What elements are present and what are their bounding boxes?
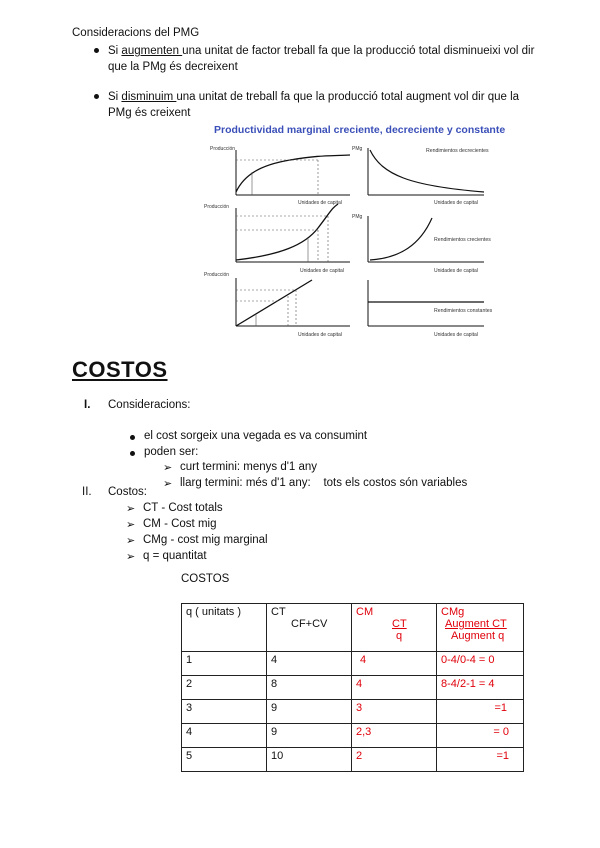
ylabel: Producción — [204, 204, 230, 210]
term-short: curt termini: menys d'1 any — [180, 461, 318, 473]
chart-pmg-increasing — [352, 214, 491, 274]
ylabel: Producción — [204, 272, 230, 278]
cell-cmg: =1 — [437, 748, 524, 772]
cell-cmg: 0-4/0-4 = 0 — [437, 652, 524, 676]
bullet-1-rest: una unitat de factor treball fa que la producció total disminueixi vol dir — [182, 45, 535, 57]
cell-cmg: = 0 — [437, 724, 524, 748]
caption-increasing: Rendimientos crecientes — [434, 237, 491, 243]
consideracions-bullet: el cost sorgeix una vegada es va consumint — [144, 430, 368, 442]
cell-cm: 2 — [352, 748, 437, 772]
xlabel: Unidades de capital — [298, 200, 342, 206]
chart-production-decreasing — [210, 146, 350, 206]
bullet-icon — [130, 435, 135, 440]
pmg-heading: Consideracions del PMG — [72, 27, 200, 39]
bullet-icon — [94, 94, 99, 99]
arrow-bullet-icon: ➢ — [126, 551, 136, 563]
cell-cmg: 8-4/2-1 = 4 — [437, 676, 524, 700]
cell-ct: 9 — [267, 724, 352, 748]
numeral-2: II. — [82, 486, 92, 498]
numeral-1: I. — [84, 399, 91, 411]
xlabel: Unidades de capital — [300, 268, 344, 274]
bullet-icon — [130, 451, 135, 456]
costos-item: q = quantitat — [143, 550, 207, 562]
production-curve — [236, 155, 350, 192]
table-row — [182, 652, 524, 676]
header-cm-line3: q — [396, 630, 403, 642]
table-row — [182, 700, 524, 724]
cell-ct: 9 — [267, 700, 352, 724]
bullet-2-underlined: disminuim — [121, 91, 177, 103]
arrow-bullet-icon: ➢ — [163, 478, 173, 490]
bullet-1-line2: que la PMg és decreixent — [108, 61, 238, 73]
cell-cmg: =1 — [437, 700, 524, 724]
ylabel: PMg — [352, 214, 363, 220]
caption-decreasing: Rendimientos decrecientes — [426, 148, 489, 154]
production-line — [236, 280, 312, 326]
term-long: llarg termini: més d'1 any: tots els costos són variables — [180, 477, 468, 489]
pmg-bullet-2 — [108, 89, 538, 121]
costos-item: CT - Cost totals — [143, 502, 223, 514]
production-curve — [236, 204, 338, 260]
header-q-label: q ( unitats ) — [186, 606, 242, 618]
bullet-2-rest: una unitat de treball fa que la producció total augment vol dir que la — [176, 91, 520, 103]
cell-cm: 4 — [352, 652, 437, 676]
chart-production-increasing — [204, 204, 350, 274]
table-row — [182, 748, 524, 772]
xlabel: Unidades de capital — [434, 268, 478, 274]
costos-item: CMg - cost mig marginal — [143, 534, 268, 546]
cell-q: 1 — [182, 652, 267, 676]
costos-item: CM - Cost mig — [143, 518, 217, 530]
costos-title: COSTOS — [72, 357, 168, 382]
consideracions-bullet: poden ser: — [144, 446, 199, 458]
productivity-figure — [200, 120, 510, 342]
header-cmg-line1: CMg — [441, 606, 465, 618]
header-cm-line2: CT — [392, 618, 407, 630]
header-cmg-line2: Augment CT — [445, 618, 507, 630]
table-row — [182, 724, 524, 748]
header-cm-line1: CM — [356, 606, 374, 618]
bullet-1-underlined: augmenten — [121, 45, 183, 57]
consideracions-label: Consideracions: — [108, 399, 191, 411]
cell-q: 5 — [182, 748, 267, 772]
chart-production-constant — [204, 272, 350, 338]
costos-label: Costos: — [108, 486, 147, 498]
arrow-bullet-icon: ➢ — [126, 535, 136, 547]
xlabel: Unidades de capital — [434, 332, 478, 338]
caption-constant: Rendimientos constantes — [434, 308, 493, 314]
table-caption: COSTOS — [181, 573, 230, 585]
cell-cm: 3 — [352, 700, 437, 724]
bullet-icon — [94, 48, 99, 53]
arrow-bullet-icon: ➢ — [126, 519, 136, 531]
xlabel: Unidades de capital — [298, 332, 342, 338]
header-cm — [352, 604, 437, 652]
ylabel: Producción — [210, 146, 236, 152]
table-header-row — [182, 604, 524, 652]
cell-cm: 2,3 — [352, 724, 437, 748]
header-cmg-line3: Augment q — [451, 630, 505, 642]
cell-ct: 4 — [267, 652, 352, 676]
cell-q: 2 — [182, 676, 267, 700]
xlabel: Unidades de capital — [434, 200, 478, 206]
figure-title: Productividad marginal creciente, decreciente y constante — [214, 124, 506, 136]
arrow-bullet-icon: ➢ — [126, 503, 136, 515]
pmg-bullet-1 — [108, 43, 538, 75]
cell-q: 4 — [182, 724, 267, 748]
cell-cm: 4 — [352, 676, 437, 700]
header-ct-line1: CT — [271, 606, 286, 618]
bullet-2-pre: Si — [108, 91, 122, 103]
bullet-2-line2: PMg és creixent — [108, 107, 191, 119]
cell-ct: 10 — [267, 748, 352, 772]
costs-table — [181, 603, 524, 772]
table-row — [182, 676, 524, 700]
cell-ct: 8 — [267, 676, 352, 700]
header-ct — [267, 604, 352, 652]
bullet-1-pre: Si — [108, 45, 122, 57]
header-q — [182, 604, 267, 652]
chart-pmg-decreasing — [352, 146, 489, 206]
cell-q: 3 — [182, 700, 267, 724]
ylabel: PMg — [352, 146, 363, 152]
arrow-bullet-icon: ➢ — [163, 462, 173, 474]
header-ct-line2: CF+CV — [291, 618, 328, 630]
chart-pmg-constant — [368, 280, 493, 338]
header-cmg — [437, 604, 524, 652]
